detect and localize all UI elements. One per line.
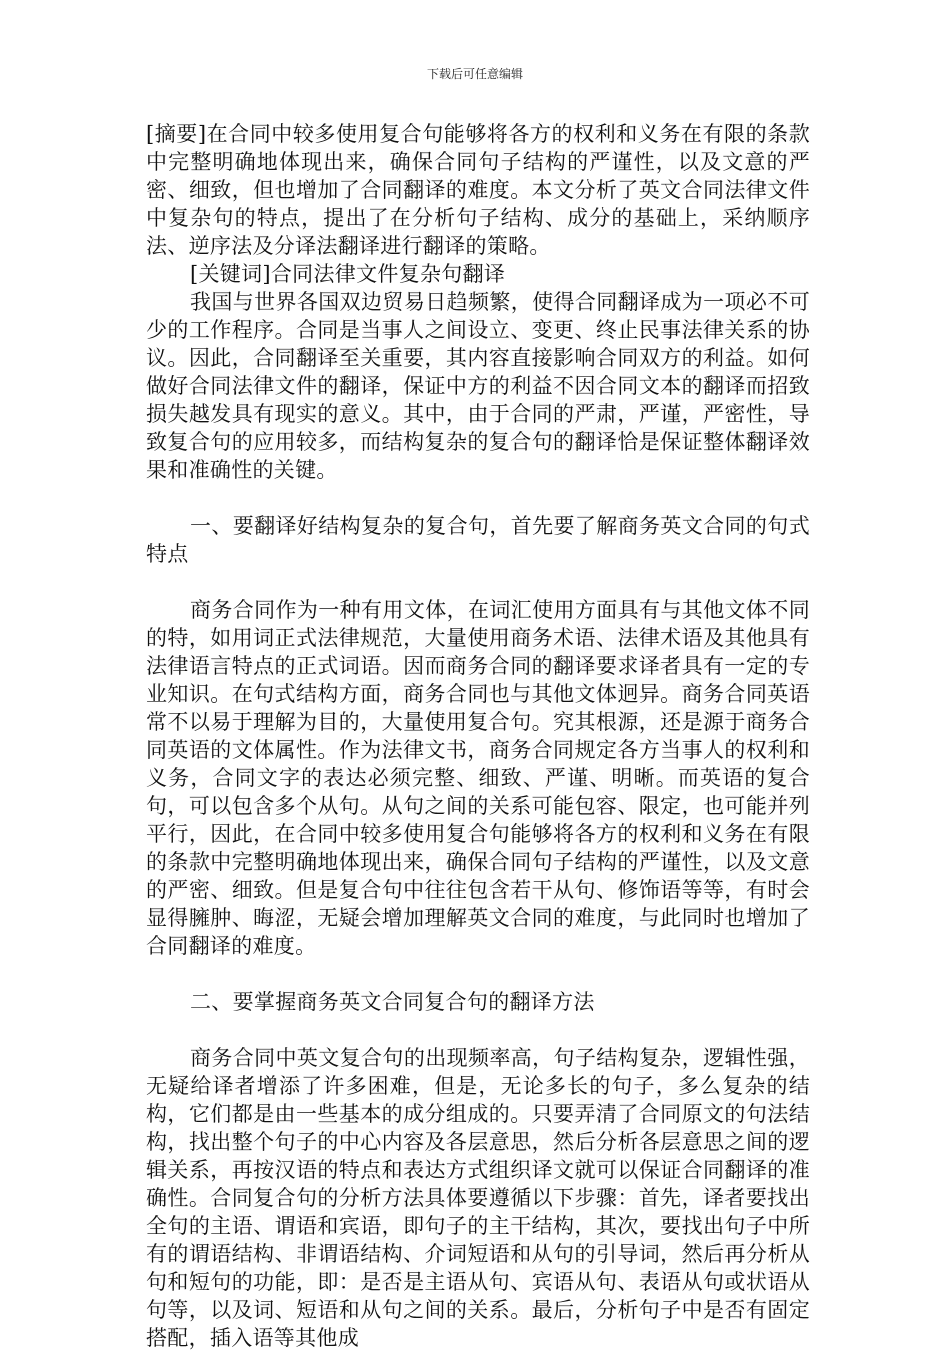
abstract-paragraph: [摘要]在合同中较多使用复合句能够将各方的权利和义务在有限的条款中完整明确地体现出来，确保合同句子结构的严谨性，以及文意的严密、细致，但也增加了合同翻译的难度。本文分析了英文合同法律文件中复杂句的特点，提出了在分析句子结构、成分的基础上，采纳顺序法、逆序法及分译法翻译进行翻译的策略。 (146, 122, 810, 258)
section-2-paragraph: 商务合同中英文复合句的出现频率高，句子结构复杂，逻辑性强，无疑给译者增添了许多困难，但是，无论多长的句子，多么复杂的结构，它们都是由一些基本的成分组成的。只要弄清了合同原文的句法结构，找出整个句子的中心内容及各层意思，然后分析各层意思之间的逻辑关系，再按汉语的特点和表达方式组织译文就可以保证合同翻译的准确性。合同复合句的分析方法具体要遵循以下步骤：首先，译者要找出全句的主语、谓语和宾语，即句子的主干结构，其次，要找出句子中所有的谓语结构、非谓语结构、介词短语和从句的引导词，然后再分析从句和短句的功能，即：是否是主语从句、宾语从句、表语从句或状语从句等，以及词、短语和从句之间的关系。最后，分析句子中是否有固定搭配，插入语等其他成 (146, 1046, 810, 1350)
page-header-note: 下载后可任意编辑 (426, 67, 523, 81)
intro-paragraph: 我国与世界各国双边贸易日趋频繁，使得合同翻译成为一项必不可少的工作程序。合同是当事人之间设立、变更、终止民事法律关系的协议。因此，合同翻译至关重要，其内容直接影响合同双方的利益。如何做好合同法律文件的翻译，保证中方的利益不因合同文本的翻译而招致损失越发具有现实的意义。其中，由于合同的严肃，严谨，严密性，导致复合句的应用较多，而结构复杂的复合句的翻译恰是保证整体翻译效果和准确性的关键。 (146, 290, 810, 482)
section-1-paragraph: 商务合同作为一种有用文体，在词汇使用方面具有与其他文体不同的特，如用词正式法律规范，大量使用商务术语、法律术语及其他具有法律语言特点的正式词语。因而商务合同的翻译要求译者具有一定的专业知识。在句式结构方面，商务合同也与其他文体迥异。商务合同英语常不以易于理解为目的，大量使用复合句。究其根源，还是源于商务合同英语的文体属性。作为法律文书，商务合同规定各方当事人的权利和义务，合同文字的表达必须完整、细致、严谨、明晰。而英语的复合句，可以包含多个从句。从句之间的关系可能包容、限定，也可能并列平行，因此，在合同中较多使用复合句能够将各方的权利和义务在有限的条款中完整明确地体现出来，确保合同句子结构的严谨性，以及文意的严密、细致。但是复合句中往往包含若干从句、修饰语等等，有时会显得臃肿、晦涩，无疑会增加理解英文合同的难度，与此同时也增加了合同翻译的难度。 (146, 598, 810, 958)
document-body (146, 120, 810, 1352)
section-heading-1: 一、要翻译好结构复杂的复合句，首先要了解商务英文合同的句式特点 (146, 514, 810, 566)
keywords-line: [关键词]合同法律文件复杂句翻译 (190, 262, 506, 286)
section-heading-2: 二、要掌握商务英文合同复合句的翻译方法 (190, 990, 595, 1014)
